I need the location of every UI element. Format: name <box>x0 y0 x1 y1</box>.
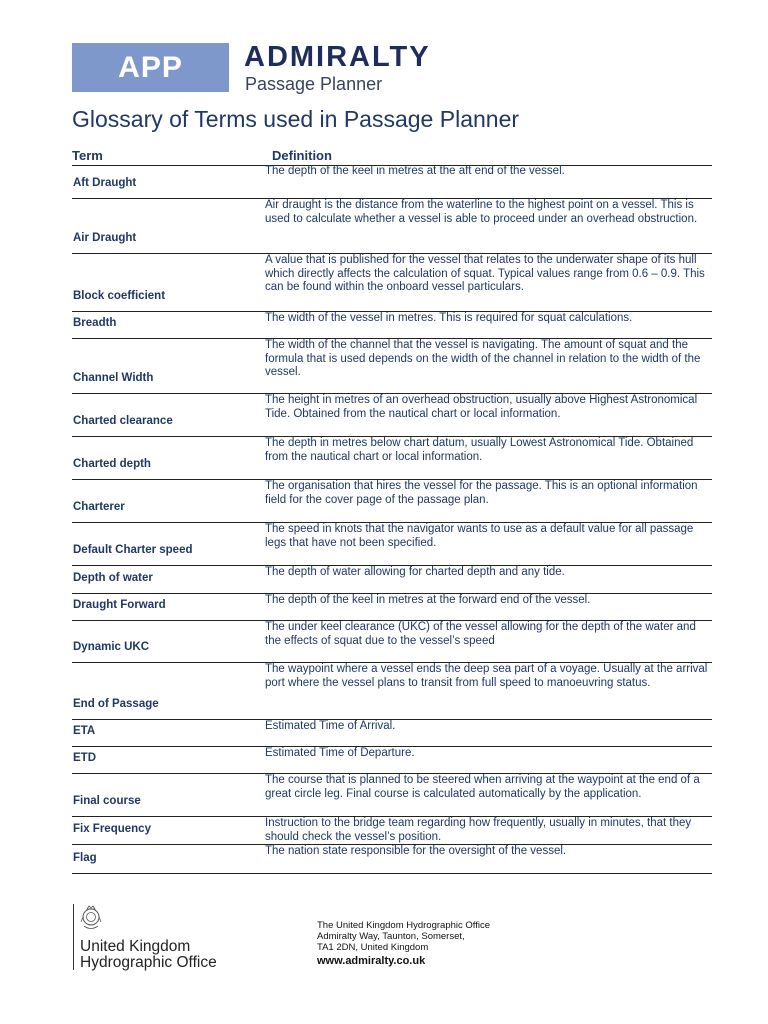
glossary-term: Fix Frequency <box>73 823 151 835</box>
table-row <box>72 845 712 874</box>
column-header-term: Term <box>72 148 103 163</box>
table-row <box>72 254 712 312</box>
brand-name: ADMIRALTY <box>244 41 431 73</box>
table-row <box>72 720 712 747</box>
glossary-definition: The speed in knots that the navigator wants to use as a default value for all passage legs that have not been specified. <box>265 523 694 549</box>
royal-crest-icon <box>80 904 102 938</box>
table-row <box>72 594 712 621</box>
address-line2: Admiralty Way, Taunton, Somerset, <box>317 931 465 942</box>
glossary-term: Breadth <box>73 317 117 329</box>
address-line3: TA1 2DN, United Kingdom <box>317 942 429 953</box>
glossary-definition: The course that is planned to be steered when arriving at the waypoint at the end of a great circle leg. Final course is calculated automatically by the application. <box>265 774 700 800</box>
footer-divider <box>73 904 74 970</box>
table-row <box>72 165 712 199</box>
column-header-definition: Definition <box>272 148 332 163</box>
glossary-definition: The height in metres of an overhead obstruction, usually above Highest Astronomical Tide. Obtained from the nautical chart or local information. <box>265 394 698 420</box>
glossary-term: Charterer <box>73 501 125 513</box>
table-row <box>72 663 712 720</box>
glossary-term: Charted depth <box>73 458 151 470</box>
glossary-term: Draught Forward <box>73 599 166 611</box>
glossary-term: End of Passage <box>73 698 159 710</box>
table-row <box>72 312 712 339</box>
table-row <box>72 817 712 845</box>
glossary-definition: The nation state responsible for the oversight of the vessel. <box>265 845 567 857</box>
glossary-term: Air Draught <box>73 232 137 244</box>
glossary-term: Flag <box>73 852 97 864</box>
glossary-definition: A value that is published for the vessel that relates to the underwater shape of its hull which directly affects the calculation of squat. Typical values range from 0.6 – 0.9. This can be found within the onboard vessel particulars. <box>265 254 705 294</box>
glossary-term: Depth of water <box>73 572 153 584</box>
table-row <box>72 747 712 774</box>
table-row <box>72 566 712 594</box>
app-badge: APP <box>72 43 229 92</box>
glossary-header <box>72 148 712 166</box>
glossary-term: Channel Width <box>73 372 154 384</box>
ukho-logo-text <box>80 939 217 971</box>
address-block <box>317 920 490 953</box>
address-line1: The United Kingdom Hydrographic Office <box>317 920 491 931</box>
glossary-definition: The waypoint where a vessel ends the deep sea part of a voyage. Usually at the arrival port where the vessel plans to transit from full speed to manoeuvring status. <box>265 663 708 689</box>
glossary-definition: The depth of the keel in metres at the forward end of the vessel. <box>265 594 591 606</box>
glossary-definition: The width of the vessel in metres. This is required for squat calculations. <box>265 312 633 324</box>
glossary-definition: Estimated Time of Departure. <box>265 747 415 759</box>
glossary-term: Charted clearance <box>73 415 173 427</box>
org-name-line2: Hydrographic Office <box>80 954 217 971</box>
table-row <box>72 437 712 480</box>
brand-logo <box>244 41 431 95</box>
table-row <box>72 774 712 817</box>
table-row <box>72 394 712 437</box>
glossary-term: Default Charter speed <box>73 544 193 556</box>
glossary-definition: The depth in metres below chart datum, usually Lowest Astronomical Tide. Obtained from the nautical chart or local information. <box>265 437 694 463</box>
glossary-term: ETA <box>73 725 96 737</box>
org-name-line1: United Kingdom <box>80 938 191 955</box>
glossary-term: Final course <box>73 795 141 807</box>
glossary-definition: The under keel clearance (UKC) of the vessel allowing for the depth of the water and the effects of squat due to the vessel’s speed <box>265 621 696 647</box>
table-row <box>72 480 712 523</box>
glossary-definition: Air draught is the distance from the waterline to the highest point on a vessel. This is used to calculate whether a vessel is able to proceed under an overhead obstruction. <box>265 199 698 225</box>
glossary-definition: The depth of water allowing for charted depth and any tide. <box>265 566 565 578</box>
table-row <box>72 199 712 254</box>
glossary-definition: Estimated Time of Arrival. <box>265 720 396 732</box>
table-row <box>72 523 712 566</box>
glossary-term: Dynamic UKC <box>73 641 150 653</box>
glossary-definition: The width of the channel that the vessel is navigating. The amount of squat and the formula that is used depends on the width of the channel in relation to the width of the vessel. <box>265 339 701 379</box>
glossary-term: Block coefficient <box>73 290 166 302</box>
glossary-definition: The depth of the keel in metres at the aft end of the vessel. <box>265 165 565 177</box>
glossary-definition: Instruction to the bridge team regarding how frequently, usually in minutes, that they should check the vessel’s position. <box>265 817 692 843</box>
glossary-term: Aft Draught <box>73 177 137 189</box>
glossary-term: ETD <box>73 752 96 764</box>
brand-product: Passage Planner <box>245 74 383 94</box>
table-row <box>72 339 712 394</box>
website-link[interactable]: www.admiralty.co.uk <box>317 955 426 967</box>
glossary-definition: The organisation that hires the vessel for the passage. This is an optional information field for the cover page of the passage plan. <box>265 480 698 506</box>
page-title: Glossary of Terms used in Passage Planner <box>72 106 520 132</box>
table-row <box>72 621 712 663</box>
